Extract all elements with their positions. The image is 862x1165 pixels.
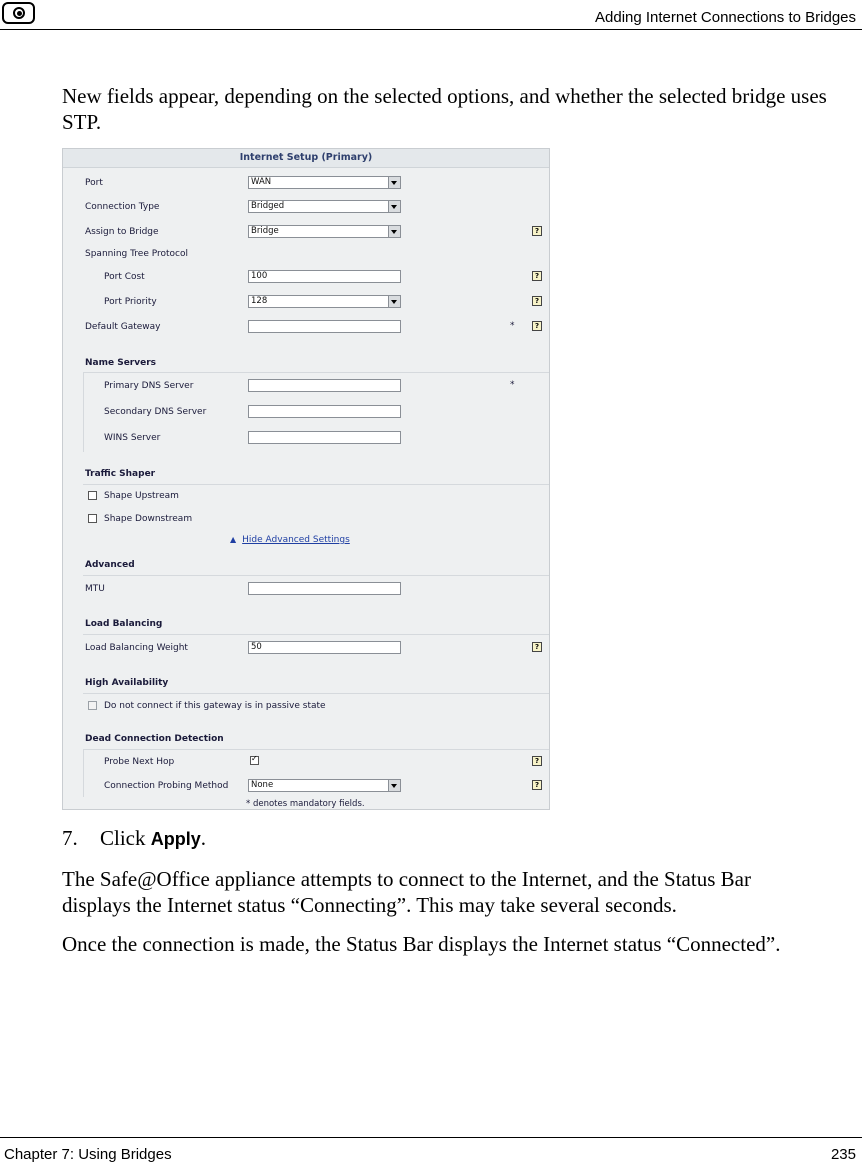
port-cost-label: Port Cost bbox=[104, 272, 145, 282]
port-priority-label: Port Priority bbox=[104, 297, 157, 307]
secondary-dns-input[interactable] bbox=[248, 405, 401, 418]
shape-downstream-checkbox[interactable] bbox=[88, 514, 97, 523]
port-select[interactable]: WAN bbox=[248, 176, 401, 189]
dropdown-arrow-icon bbox=[388, 780, 400, 791]
primary-dns-input[interactable] bbox=[248, 379, 401, 392]
passive-state-checkbox[interactable] bbox=[88, 701, 97, 710]
section-divider bbox=[83, 749, 84, 797]
stp-label: Spanning Tree Protocol bbox=[85, 249, 189, 259]
safe-at-office-logo-icon bbox=[2, 2, 35, 24]
step-instruction: Click Apply. bbox=[100, 826, 207, 850]
footer-chapter: Chapter 7: Using Bridges bbox=[4, 1146, 172, 1163]
mandatory-fields-note: * denotes mandatory fields. bbox=[246, 799, 365, 809]
connected-paragraph: Once the connection is made, the Status Bar displays the Internet status “Connected”. bbox=[62, 932, 781, 956]
passive-state-label: Do not connect if this gateway is in passive state bbox=[104, 701, 326, 711]
section-divider bbox=[83, 484, 549, 485]
connection-type-select[interactable]: Bridged bbox=[248, 200, 401, 213]
assign-to-bridge-select[interactable]: Bridge bbox=[248, 225, 401, 238]
section-divider bbox=[83, 634, 549, 635]
name-servers-heading: Name Servers bbox=[85, 358, 157, 368]
panel-title: Internet Setup (Primary) bbox=[63, 149, 549, 168]
page-number: 235 bbox=[830, 1146, 856, 1163]
help-icon[interactable]: ? bbox=[532, 271, 542, 281]
traffic-shaper-heading: Traffic Shaper bbox=[85, 469, 156, 479]
shape-upstream-checkbox[interactable] bbox=[88, 491, 97, 500]
load-balancing-weight-input[interactable]: 50 bbox=[248, 641, 401, 654]
secondary-dns-label: Secondary DNS Server bbox=[104, 407, 207, 417]
default-gateway-label: Default Gateway bbox=[85, 322, 161, 332]
section-divider bbox=[83, 749, 549, 750]
section-divider bbox=[83, 372, 549, 373]
shape-downstream-label: Shape Downstream bbox=[104, 514, 193, 524]
dead-connection-heading: Dead Connection Detection bbox=[85, 734, 224, 744]
port-label: Port bbox=[85, 178, 103, 188]
running-header: Adding Internet Connections to Bridges bbox=[595, 9, 856, 26]
primary-dns-label: Primary DNS Server bbox=[104, 381, 194, 391]
wins-server-input[interactable] bbox=[248, 431, 401, 444]
dropdown-arrow-icon bbox=[388, 177, 400, 188]
intro-paragraph: New fields appear, depending on the selected options, and whether the selected bridge uses STP. bbox=[62, 84, 827, 134]
mandatory-asterisk: * bbox=[510, 321, 515, 331]
help-icon[interactable]: ? bbox=[532, 296, 542, 306]
probing-method-select[interactable]: None bbox=[248, 779, 401, 792]
load-balancing-weight-label: Load Balancing Weight bbox=[85, 643, 188, 653]
help-icon[interactable]: ? bbox=[532, 780, 542, 790]
port-priority-select[interactable]: 128 bbox=[248, 295, 401, 308]
dropdown-arrow-icon bbox=[388, 201, 400, 212]
connection-type-label: Connection Type bbox=[85, 202, 160, 212]
probing-method-label: Connection Probing Method bbox=[104, 781, 229, 791]
help-icon[interactable]: ? bbox=[532, 756, 542, 766]
probe-next-hop-checkbox[interactable] bbox=[250, 756, 259, 765]
apply-command: Apply bbox=[150, 829, 201, 849]
load-balancing-heading: Load Balancing bbox=[85, 619, 163, 629]
help-icon[interactable]: ? bbox=[532, 321, 542, 331]
shape-upstream-label: Shape Upstream bbox=[104, 491, 179, 501]
section-divider bbox=[83, 575, 549, 576]
step-number: 7. bbox=[62, 826, 78, 850]
assign-to-bridge-label: Assign to Bridge bbox=[85, 227, 159, 237]
mtu-input[interactable] bbox=[248, 582, 401, 595]
header-rule bbox=[0, 29, 862, 30]
advanced-heading: Advanced bbox=[85, 560, 135, 570]
dropdown-arrow-icon bbox=[388, 226, 400, 237]
probe-next-hop-label: Probe Next Hop bbox=[104, 757, 175, 767]
wins-server-label: WINS Server bbox=[104, 433, 161, 443]
default-gateway-input[interactable] bbox=[248, 320, 401, 333]
connecting-paragraph: The Safe@Office appliance attempts to connect to the Internet, and the Status Bar displays the Internet status “Connecting”. This may take several seconds. bbox=[62, 867, 751, 917]
help-icon[interactable]: ? bbox=[532, 226, 542, 236]
help-icon[interactable]: ? bbox=[532, 642, 542, 652]
dropdown-arrow-icon bbox=[388, 296, 400, 307]
port-cost-input[interactable]: 100 bbox=[248, 270, 401, 283]
high-availability-heading: High Availability bbox=[85, 678, 169, 688]
internet-setup-screenshot bbox=[62, 148, 550, 810]
triangle-up-icon: ▲ bbox=[230, 535, 237, 544]
section-divider bbox=[83, 372, 84, 452]
footer-rule bbox=[0, 1137, 862, 1138]
section-divider bbox=[83, 693, 549, 694]
mtu-label: MTU bbox=[85, 584, 105, 594]
mandatory-asterisk: * bbox=[510, 380, 515, 390]
hide-advanced-settings-link[interactable]: ▲ Hide Advanced Settings bbox=[230, 535, 350, 545]
